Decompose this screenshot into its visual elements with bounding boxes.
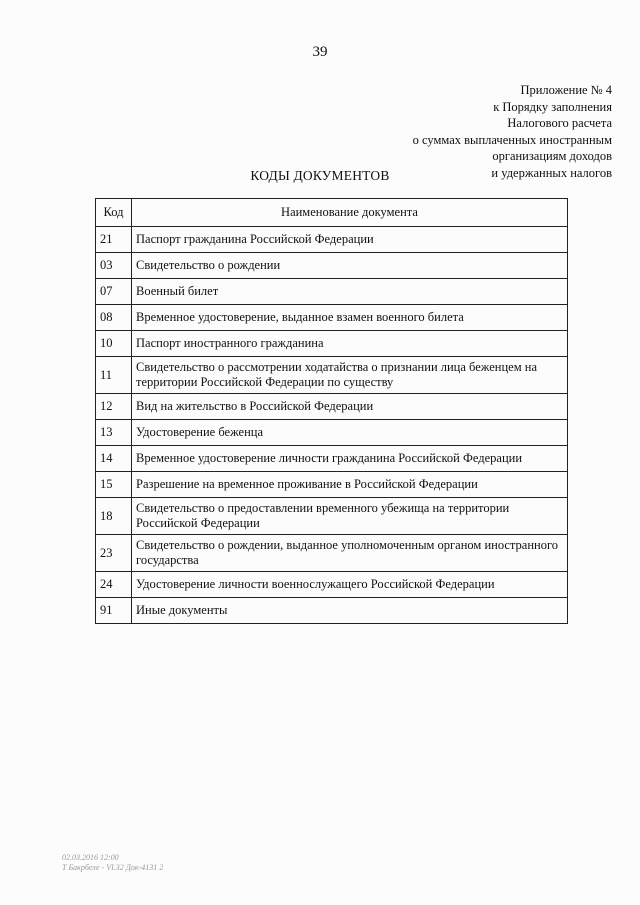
table-row (96, 394, 568, 420)
code-cell: 24 (96, 572, 132, 598)
code-cell: 11 (96, 357, 132, 394)
name-cell: Свидетельство о рассмотрении ходатайства о признании лица беженцем на территории Российской Федерации по существу (132, 357, 568, 394)
document-codes-table (95, 198, 568, 624)
code-cell: 91 (96, 598, 132, 624)
table-row (96, 420, 568, 446)
code-cell: 03 (96, 253, 132, 279)
appendix-line: Приложение № 4 (520, 83, 612, 97)
table-row (96, 331, 568, 357)
table-row (96, 472, 568, 498)
appendix-line: и удержанных налогов (491, 165, 612, 180)
name-cell: Удостоверение беженца (132, 420, 568, 446)
code-cell: 07 (96, 279, 132, 305)
name-cell: Свидетельство о предоставлении временного убежища на территории Российской Федерации (132, 498, 568, 535)
table-row (96, 572, 568, 598)
name-cell: Паспорт гражданина Российской Федерации (132, 227, 568, 253)
code-cell: 12 (96, 394, 132, 420)
table-row (96, 498, 568, 535)
name-cell: Удостоверение личности военнослужащего Российской Федерации (132, 572, 568, 598)
name-cell: Иные документы (132, 598, 568, 624)
appendix-note (413, 82, 612, 181)
table-row (96, 279, 568, 305)
document-title: КОДЫ ДОКУМЕНТОВ (250, 168, 390, 183)
footer-stamp-line: Т Бакрбеле - VI.32 Док-4131 2 (62, 863, 164, 872)
code-cell: 10 (96, 331, 132, 357)
appendix-line: организациям доходов (492, 149, 612, 163)
table-row (96, 446, 568, 472)
code-cell: 08 (96, 305, 132, 331)
name-cell: Вид на жительство в Российской Федерации (132, 394, 568, 420)
code-cell: 14 (96, 446, 132, 472)
page-number: 39 (312, 44, 328, 60)
name-cell: Разрешение на временное проживание в Российской Федерации (132, 472, 568, 498)
name-cell: Свидетельство о рождении (132, 253, 568, 279)
table-row (96, 253, 568, 279)
code-cell: 18 (96, 498, 132, 535)
appendix-line: Налогового расчета (507, 116, 612, 130)
footer-stamp-line: 02.03.2016 12:00 (62, 853, 119, 862)
appendix-line: о суммах выплаченных иностранным (412, 132, 612, 147)
code-cell: 21 (96, 227, 132, 253)
column-header-name: Наименование документа (132, 199, 568, 227)
name-cell: Паспорт иностранного гражданина (132, 331, 568, 357)
table-row (96, 598, 568, 624)
column-header-code: Код (96, 199, 132, 227)
code-cell: 13 (96, 420, 132, 446)
table-row (96, 357, 568, 394)
name-cell: Временное удостоверение, выданное взамен военного билета (132, 305, 568, 331)
code-cell: 23 (96, 535, 132, 572)
name-cell: Временное удостоверение личности гражданина Российской Федерации (132, 446, 568, 472)
footer-stamp (62, 853, 163, 873)
name-cell: Военный билет (132, 279, 568, 305)
table-header-row (96, 199, 568, 227)
appendix-line: к Порядку заполнения (493, 99, 612, 114)
table-row (96, 227, 568, 253)
table-row (96, 535, 568, 572)
code-cell: 15 (96, 472, 132, 498)
table-row (96, 305, 568, 331)
name-cell: Свидетельство о рождении, выданное уполномоченным органом иностранного государства (132, 535, 568, 572)
